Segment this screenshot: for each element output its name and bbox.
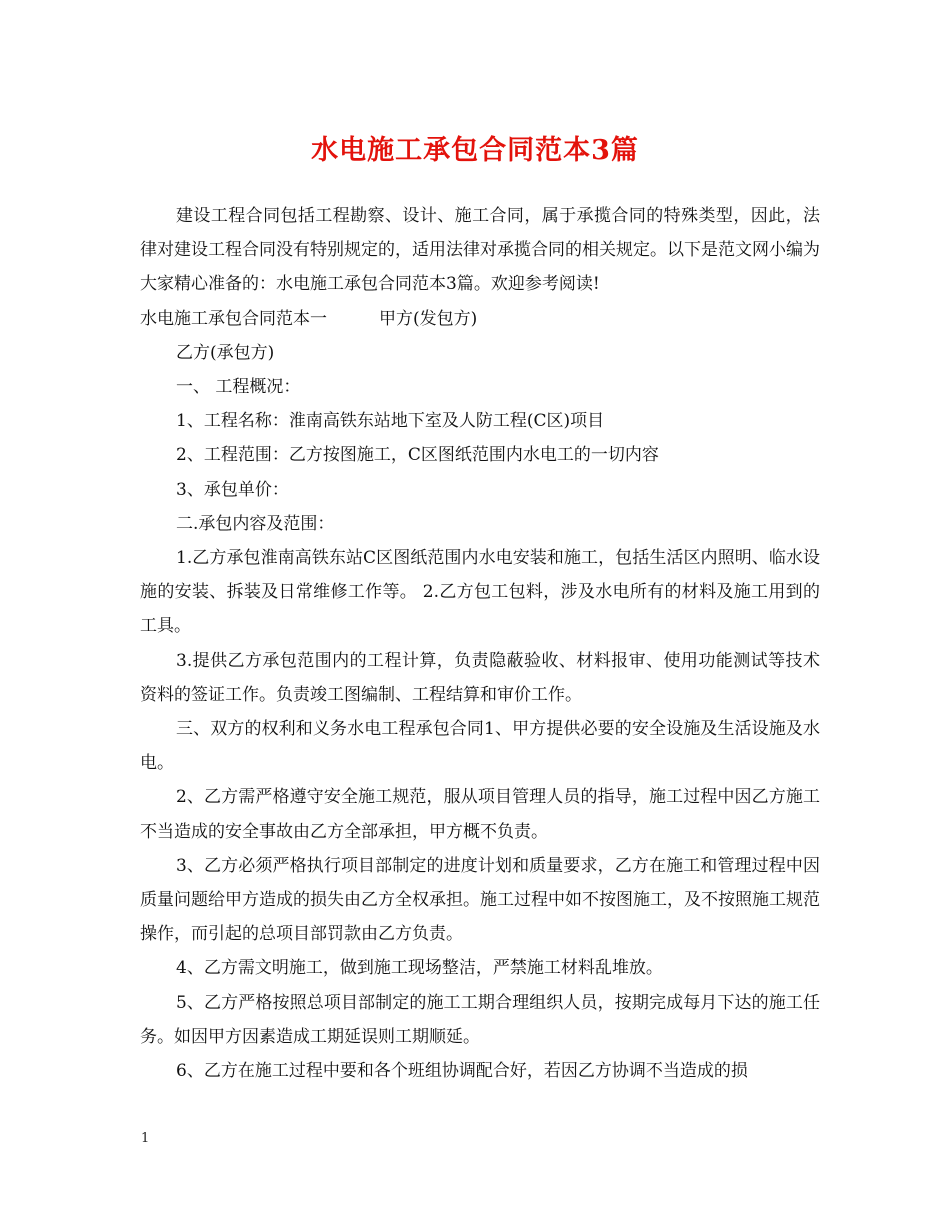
party-a-label: 甲方(发包方) [379,308,478,329]
clause-paragraph: 一、 工程概况： [176,377,301,398]
clause-paragraph: 6、乙方在施工过程中要和各个班组协调配合好，若因乙方协调不当造成的损 [176,1061,748,1082]
clause-paragraph: 1、工程名称：淮南高铁东站地下室及人防工程(C区)项目 [176,411,605,432]
clause-paragraph: 3、乙方必须严格执行项目部制定的进度计划和质量要求，乙方在施工和管理过程中因质量问题给甲方造成的损失由乙方全权承担。施工过程中如不按图施工，及不按照施工规范操作，而引起的总项目部罚款由乙方负责。 [140,855,820,945]
clause-paragraph: 2、乙方需严格遵守安全施工规范，服从项目管理人员的指导，施工过程中因乙方施工不当造成的安全事故由乙方全部承担，甲方概不负责。 [140,787,820,842]
clause-paragraph: 1.乙方承包淮南高铁东站C区图纸范围内水电安装和施工，包括生活区内照明、临水设施的安装、拆装及日常维修工作等。 2.乙方包工包料，涉及水电所有的材料及施工用到的工具。 [140,548,820,637]
page-number: 1 [141,1131,150,1146]
party-b-label: 乙方(承包方) [176,342,275,363]
clause-paragraph: 3.提供乙方承包范围内的工程计算，负责隐蔽验收、材料报审、使用功能测试等技术资料的签证工作。负责竣工图编制、工程结算和审价工作。 [140,650,820,705]
clause-paragraph: 2、工程范围：乙方按图施工，C区图纸范围内水电工的一切内容 [176,445,659,466]
clause-paragraph: 3、承包单价： [176,479,289,500]
clause-paragraph: 4、乙方需文明施工，做到施工现场整洁，严禁施工材料乱堆放。 [176,958,663,979]
document-body [140,199,820,1088]
clause-paragraph: 5、乙方严格按照总项目部制定的施工工期合理组织人员，按期完成每月下达的施工任务。如因甲方因素造成工期延误则工期顺延。 [140,992,820,1047]
document-title: 水电施工承包合同范本3篇 [311,135,639,166]
section-heading: 水电施工承包合同范本一 [140,308,327,329]
clause-paragraph: 二.承包内容及范围： [176,513,335,534]
section-heading-line [140,302,820,336]
intro-paragraph: 建设工程合同包括工程勘察、设计、施工合同，属于承揽合同的特殊类型，因此，法律对建设工程合同没有特别规定的，适用法律对承揽合同的相关规定。以下是范文网小编为大家精心准备的：水电施工承包合同范本3篇。欢迎参考阅读! [140,206,820,295]
clause-paragraph: 三、双方的权利和义务水电工程承包合同1、甲方提供必要的安全设施及生活设施及水电。 [140,719,820,774]
